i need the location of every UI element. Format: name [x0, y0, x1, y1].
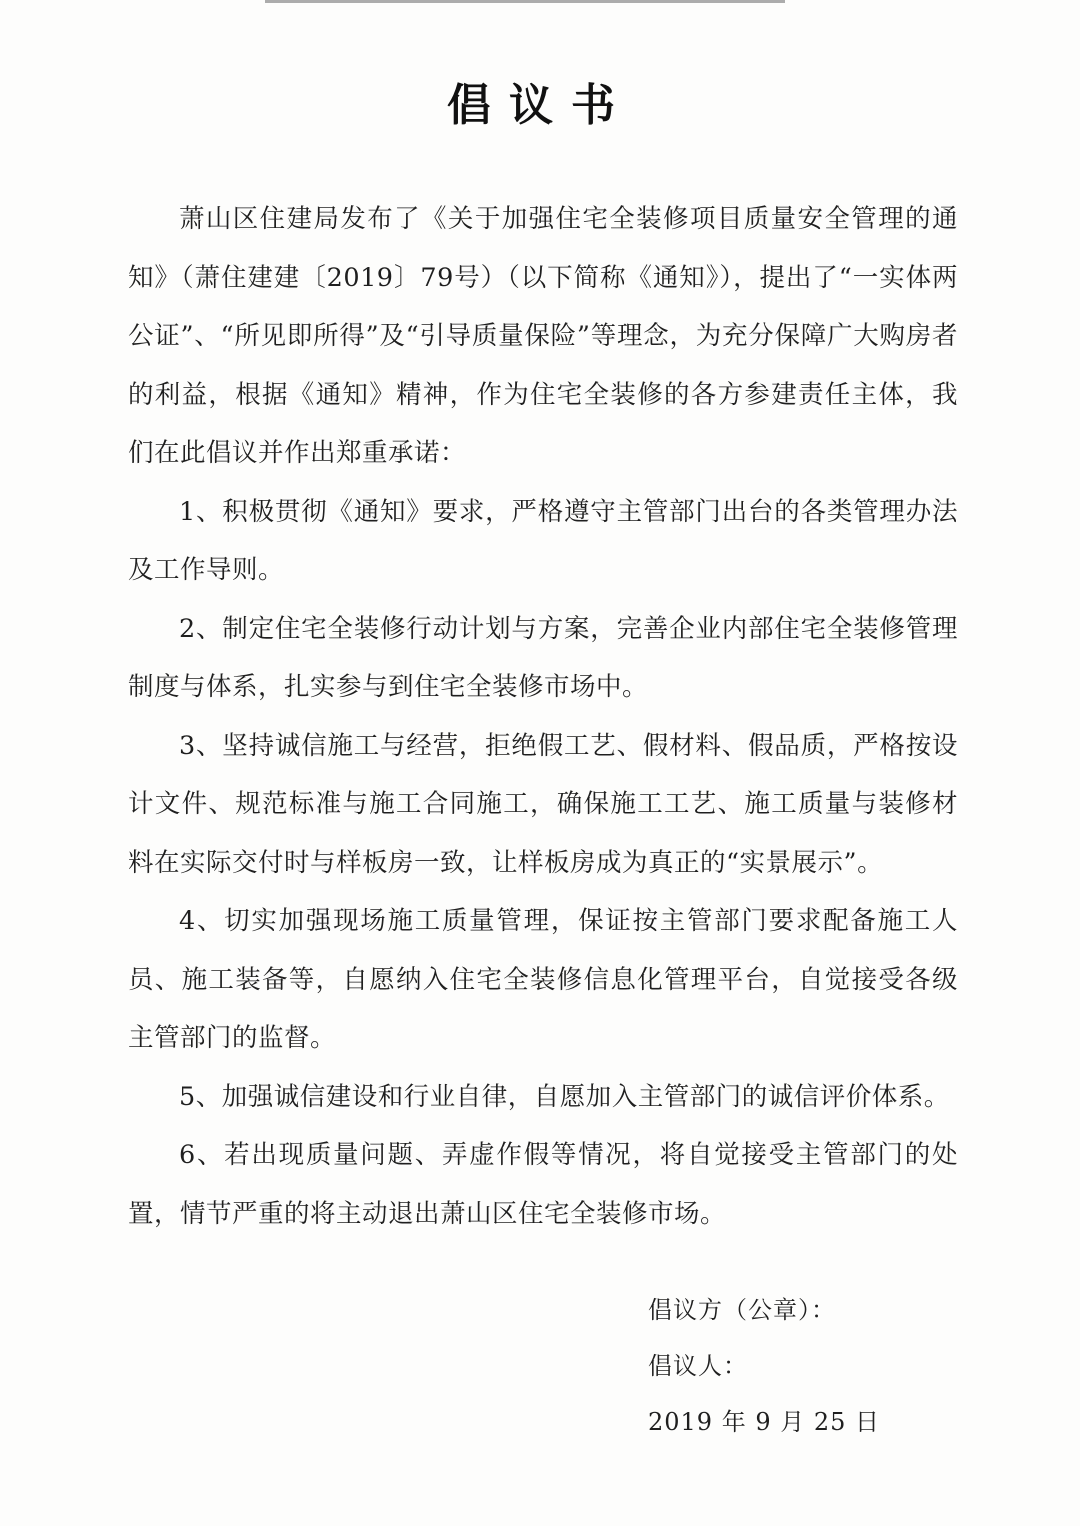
signature-block [648, 1282, 978, 1450]
page-top-edge [265, 0, 785, 3]
signature-date: 2019 年 9 月 25 日 [648, 1408, 881, 1436]
commitment-item-3: 3、坚持诚信施工与经营，拒绝假工艺、假材料、假品质，严格按设计文件、规范标准与施工合同施工，确保施工工艺、施工质量与装修材料在实际交付时与样板房一致，让样板房成为真正的“实景展示”。 [128, 730, 958, 878]
commitment-item-5: 5、加强诚信建设和行业自律，自愿加入主管部门的诚信评价体系。 [179, 1081, 950, 1112]
commitment-item-4: 4、切实加强现场施工质量管理，保证按主管部门要求配备施工人员、施工装备等，自愿纳入住宅全装修信息化管理平台，自觉接受各级主管部门的监督。 [128, 906, 958, 1053]
initiator-label: 倡议人： [648, 1352, 748, 1380]
document-title: 倡议书 [447, 80, 633, 131]
commitment-item-6: 6、若出现质量问题、弄虚作假等情况，将自觉接受主管部门的处置，情节严重的将主动退出萧山区住宅全装修市场。 [128, 1140, 958, 1229]
document-body [128, 190, 958, 1243]
commitment-item-2: 2、制定住宅全装修行动计划与方案，完善企业内部住宅全装修管理制度与体系，扎实参与到住宅全装修市场中。 [128, 613, 958, 702]
signing-party-label: 倡议方（公章）： [648, 1296, 836, 1324]
intro-paragraph: 萧山区住建局发布了《关于加强住宅全装修项目质量安全管理的通知》（萧住建建〔2019〕79号）（以下简称《通知》），提出了“一实体两公证”、“所见即所得”及“引导质量保险”等理念，为充分保障广大购房者的利益，根据《通知》精神，作为住宅全装修的各方参建责任主体，我们在此倡议并作出郑重承诺： [128, 204, 958, 468]
commitment-item-1: 1、积极贯彻《通知》要求，严格遵守主管部门出台的各类管理办法及工作导则。 [128, 496, 958, 585]
